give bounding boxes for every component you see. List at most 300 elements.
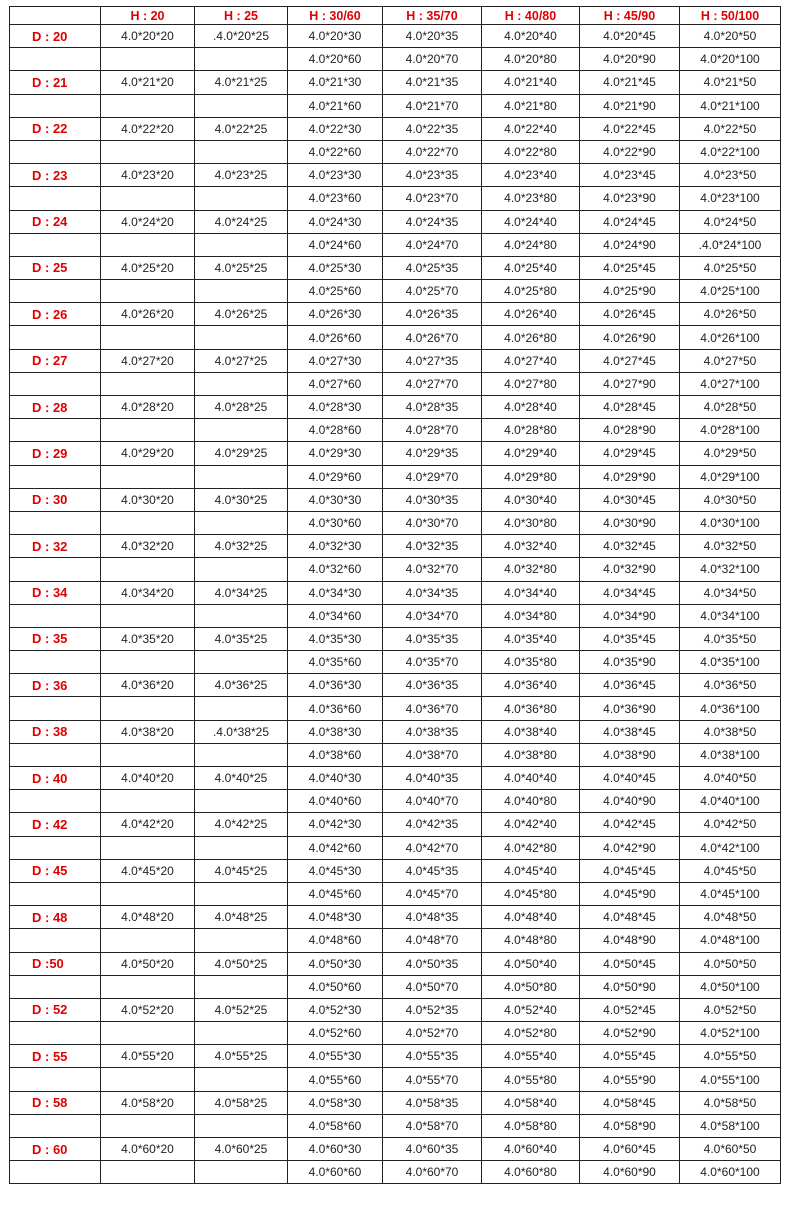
table-row xyxy=(10,488,781,511)
empty-cell xyxy=(195,836,288,859)
table-row xyxy=(10,372,781,395)
table-row xyxy=(10,280,781,303)
table-row xyxy=(10,1068,781,1091)
empty-cell xyxy=(195,187,288,210)
size-cell: 4.0*55*70 xyxy=(383,1068,482,1091)
table-row xyxy=(10,511,781,534)
size-cell: 4.0*36*25 xyxy=(195,674,288,697)
size-cell: 4.0*35*20 xyxy=(101,627,195,650)
size-cell: 4.0*36*40 xyxy=(482,674,580,697)
size-cell: 4.0*26*20 xyxy=(101,303,195,326)
size-cell: 4.0*20*80 xyxy=(482,48,580,71)
diameter-label: D : 32 xyxy=(10,535,101,558)
table-row xyxy=(10,164,781,187)
size-cell: 4.0*58*100 xyxy=(680,1114,781,1137)
table-row xyxy=(10,25,781,48)
empty-cell xyxy=(195,1022,288,1045)
size-cell: 4.0*24*60 xyxy=(288,233,383,256)
header-cell: H : 25 xyxy=(195,7,288,25)
size-cell: 4.0*22*20 xyxy=(101,117,195,140)
size-cell: 4.0*38*35 xyxy=(383,720,482,743)
table-row xyxy=(10,535,781,558)
size-cell: 4.0*42*50 xyxy=(680,813,781,836)
header-cell: H : 20 xyxy=(101,7,195,25)
table-row xyxy=(10,906,781,929)
empty-cell xyxy=(101,94,195,117)
size-cell: 4.0*34*40 xyxy=(482,581,580,604)
table-row xyxy=(10,720,781,743)
size-cell: 4.0*28*25 xyxy=(195,396,288,419)
table-row xyxy=(10,558,781,581)
size-cell: 4.0*29*70 xyxy=(383,465,482,488)
empty-cell xyxy=(101,419,195,442)
size-cell: .4.0*38*25 xyxy=(195,720,288,743)
size-cell: 4.0*30*40 xyxy=(482,488,580,511)
size-cell: 4.0*52*40 xyxy=(482,998,580,1021)
empty-label-cell xyxy=(10,604,101,627)
size-cell: 4.0*32*90 xyxy=(580,558,680,581)
table-row xyxy=(10,140,781,163)
size-cell: 4.0*29*100 xyxy=(680,465,781,488)
size-cell: 4.0*23*70 xyxy=(383,187,482,210)
size-cell: 4.0*48*25 xyxy=(195,906,288,929)
diameter-label: D : 40 xyxy=(10,767,101,790)
size-cell: 4.0*35*25 xyxy=(195,627,288,650)
table-row xyxy=(10,187,781,210)
size-cell: 4.0*55*50 xyxy=(680,1045,781,1068)
table-body xyxy=(10,25,781,1184)
empty-cell xyxy=(195,1161,288,1184)
empty-cell xyxy=(195,604,288,627)
size-cell: 4.0*40*45 xyxy=(580,767,680,790)
size-cell: 4.0*58*90 xyxy=(580,1114,680,1137)
size-cell: 4.0*22*60 xyxy=(288,140,383,163)
size-cell: 4.0*36*20 xyxy=(101,674,195,697)
size-cell: 4.0*21*20 xyxy=(101,71,195,94)
size-cell: 4.0*22*40 xyxy=(482,117,580,140)
diameter-label: D : 58 xyxy=(10,1091,101,1114)
size-cell: 4.0*20*60 xyxy=(288,48,383,71)
size-cell: 4.0*58*50 xyxy=(680,1091,781,1114)
size-cell: 4.0*25*90 xyxy=(580,280,680,303)
size-cell: 4.0*40*70 xyxy=(383,790,482,813)
size-cell: 4.0*45*50 xyxy=(680,859,781,882)
size-cell: 4.0*30*20 xyxy=(101,488,195,511)
size-cell: 4.0*32*40 xyxy=(482,535,580,558)
empty-cell xyxy=(195,1068,288,1091)
empty-cell xyxy=(101,1068,195,1091)
size-cell: 4.0*52*20 xyxy=(101,998,195,1021)
size-cell: 4.0*21*35 xyxy=(383,71,482,94)
size-cell: 4.0*27*90 xyxy=(580,372,680,395)
table-row xyxy=(10,48,781,71)
empty-label-cell xyxy=(10,929,101,952)
size-cell: 4.0*21*40 xyxy=(482,71,580,94)
size-cell: 4.0*60*25 xyxy=(195,1138,288,1161)
empty-cell xyxy=(195,94,288,117)
size-cell: 4.0*34*25 xyxy=(195,581,288,604)
size-cell: 4.0*58*30 xyxy=(288,1091,383,1114)
size-cell: 4.0*22*25 xyxy=(195,117,288,140)
table-row xyxy=(10,396,781,419)
empty-cell xyxy=(101,48,195,71)
size-cell: 4.0*52*60 xyxy=(288,1022,383,1045)
size-cell: 4.0*29*45 xyxy=(580,442,680,465)
diameter-label: D : 24 xyxy=(10,210,101,233)
empty-cell xyxy=(195,372,288,395)
size-cell: 4.0*58*60 xyxy=(288,1114,383,1137)
size-cell: 4.0*25*40 xyxy=(482,256,580,279)
empty-cell xyxy=(101,372,195,395)
header-corner-cell xyxy=(10,7,101,25)
size-cell: 4.0*24*20 xyxy=(101,210,195,233)
size-cell: 4.0*45*30 xyxy=(288,859,383,882)
empty-label-cell xyxy=(10,326,101,349)
size-cell: 4.0*45*100 xyxy=(680,882,781,905)
size-cell: 4.0*45*70 xyxy=(383,882,482,905)
empty-cell xyxy=(195,651,288,674)
size-cell: 4.0*27*60 xyxy=(288,372,383,395)
diameter-label: D : 23 xyxy=(10,164,101,187)
size-cell: 4.0*55*20 xyxy=(101,1045,195,1068)
size-cell: 4.0*58*70 xyxy=(383,1114,482,1137)
size-cell: 4.0*30*90 xyxy=(580,511,680,534)
size-cell: 4.0*58*20 xyxy=(101,1091,195,1114)
size-cell: 4.0*35*100 xyxy=(680,651,781,674)
size-cell: 4.0*36*60 xyxy=(288,697,383,720)
size-cell: 4.0*40*35 xyxy=(383,767,482,790)
size-cell: 4.0*48*30 xyxy=(288,906,383,929)
table-row xyxy=(10,859,781,882)
size-cell: 4.0*40*50 xyxy=(680,767,781,790)
table-row xyxy=(10,674,781,697)
size-cell: 4.0*52*30 xyxy=(288,998,383,1021)
empty-cell xyxy=(195,790,288,813)
size-cell: 4.0*45*45 xyxy=(580,859,680,882)
size-cell: .4.0*24*100 xyxy=(680,233,781,256)
empty-label-cell xyxy=(10,651,101,674)
size-cell: 4.0*24*35 xyxy=(383,210,482,233)
table-row xyxy=(10,651,781,674)
size-cell: 4.0*27*45 xyxy=(580,349,680,372)
empty-label-cell xyxy=(10,372,101,395)
empty-cell xyxy=(101,651,195,674)
empty-cell xyxy=(101,604,195,627)
size-cell: 4.0*29*50 xyxy=(680,442,781,465)
size-cell: 4.0*20*30 xyxy=(288,25,383,48)
size-cell: 4.0*32*70 xyxy=(383,558,482,581)
size-cell: 4.0*30*70 xyxy=(383,511,482,534)
empty-cell xyxy=(101,836,195,859)
size-cell: 4.0*20*100 xyxy=(680,48,781,71)
size-cell: 4.0*38*60 xyxy=(288,743,383,766)
table-row xyxy=(10,836,781,859)
empty-label-cell xyxy=(10,419,101,442)
size-cell: 4.0*34*90 xyxy=(580,604,680,627)
size-cell: 4.0*36*30 xyxy=(288,674,383,697)
size-cell: 4.0*50*70 xyxy=(383,975,482,998)
size-cell: 4.0*28*20 xyxy=(101,396,195,419)
size-cell: 4.0*28*70 xyxy=(383,419,482,442)
table-row xyxy=(10,419,781,442)
size-cell: 4.0*32*35 xyxy=(383,535,482,558)
size-cell: 4.0*38*70 xyxy=(383,743,482,766)
table-row xyxy=(10,743,781,766)
size-cell: 4.0*24*50 xyxy=(680,210,781,233)
size-cell: 4.0*42*90 xyxy=(580,836,680,859)
diameter-label: D : 25 xyxy=(10,256,101,279)
size-cell: 4.0*45*80 xyxy=(482,882,580,905)
size-cell: 4.0*27*30 xyxy=(288,349,383,372)
empty-label-cell xyxy=(10,697,101,720)
size-cell: 4.0*40*100 xyxy=(680,790,781,813)
size-cell: 4.0*20*45 xyxy=(580,25,680,48)
size-cell: 4.0*35*80 xyxy=(482,651,580,674)
empty-cell xyxy=(101,697,195,720)
diameter-label: D : 26 xyxy=(10,303,101,326)
empty-cell xyxy=(195,511,288,534)
size-cell: 4.0*34*20 xyxy=(101,581,195,604)
size-cell: 4.0*42*80 xyxy=(482,836,580,859)
size-cell: 4.0*26*100 xyxy=(680,326,781,349)
size-cell: 4.0*38*90 xyxy=(580,743,680,766)
size-cell: 4.0*38*100 xyxy=(680,743,781,766)
table-row xyxy=(10,117,781,140)
size-cell: 4.0*30*30 xyxy=(288,488,383,511)
table-row xyxy=(10,767,781,790)
size-cell: 4.0*22*70 xyxy=(383,140,482,163)
size-cell: 4.0*26*35 xyxy=(383,303,482,326)
table-row xyxy=(10,975,781,998)
empty-cell xyxy=(101,882,195,905)
diameter-label: D : 27 xyxy=(10,349,101,372)
size-cell: 4.0*21*25 xyxy=(195,71,288,94)
size-cell: 4.0*27*35 xyxy=(383,349,482,372)
table-row xyxy=(10,303,781,326)
table-row xyxy=(10,326,781,349)
size-cell: 4.0*25*70 xyxy=(383,280,482,303)
empty-label-cell xyxy=(10,790,101,813)
size-cell: 4.0*58*45 xyxy=(580,1091,680,1114)
diameter-label: D : 38 xyxy=(10,720,101,743)
size-cell: 4.0*42*60 xyxy=(288,836,383,859)
size-cell: 4.0*48*80 xyxy=(482,929,580,952)
size-cell: 4.0*25*30 xyxy=(288,256,383,279)
size-cell: 4.0*28*90 xyxy=(580,419,680,442)
size-cell: 4.0*34*35 xyxy=(383,581,482,604)
size-cell: 4.0*45*25 xyxy=(195,859,288,882)
size-cell: 4.0*23*35 xyxy=(383,164,482,187)
table-header xyxy=(10,7,781,25)
size-cell: 4.0*52*100 xyxy=(680,1022,781,1045)
size-cell: 4.0*29*40 xyxy=(482,442,580,465)
size-cell: 4.0*28*100 xyxy=(680,419,781,442)
empty-cell xyxy=(101,1161,195,1184)
size-cell: 4.0*26*90 xyxy=(580,326,680,349)
size-cell: 4.0*50*40 xyxy=(482,952,580,975)
table-row xyxy=(10,1161,781,1184)
size-cell: 4.0*48*90 xyxy=(580,929,680,952)
size-cell: 4.0*36*50 xyxy=(680,674,781,697)
size-cell: 4.0*20*40 xyxy=(482,25,580,48)
size-cell: 4.0*40*60 xyxy=(288,790,383,813)
table-row xyxy=(10,952,781,975)
size-cell: 4.0*45*40 xyxy=(482,859,580,882)
empty-cell xyxy=(101,233,195,256)
size-cell: 4.0*40*40 xyxy=(482,767,580,790)
table-row xyxy=(10,929,781,952)
size-cell: 4.0*34*50 xyxy=(680,581,781,604)
size-cell: 4.0*60*40 xyxy=(482,1138,580,1161)
size-cell: 4.0*42*45 xyxy=(580,813,680,836)
table-row xyxy=(10,1045,781,1068)
size-cell: 4.0*26*50 xyxy=(680,303,781,326)
size-cell: 4.0*42*100 xyxy=(680,836,781,859)
size-cell: 4.0*25*35 xyxy=(383,256,482,279)
size-cell: 4.0*22*30 xyxy=(288,117,383,140)
size-cell: 4.0*45*90 xyxy=(580,882,680,905)
size-cell: 4.0*52*25 xyxy=(195,998,288,1021)
size-cell: 4.0*24*80 xyxy=(482,233,580,256)
size-cell: 4.0*42*40 xyxy=(482,813,580,836)
empty-cell xyxy=(101,790,195,813)
table-row xyxy=(10,1091,781,1114)
size-cell: 4.0*21*70 xyxy=(383,94,482,117)
empty-cell xyxy=(101,1114,195,1137)
empty-cell xyxy=(195,929,288,952)
size-cell: 4.0*36*80 xyxy=(482,697,580,720)
empty-cell xyxy=(101,326,195,349)
size-cell: 4.0*55*25 xyxy=(195,1045,288,1068)
size-cell: 4.0*32*30 xyxy=(288,535,383,558)
empty-label-cell xyxy=(10,836,101,859)
size-cell: 4.0*58*35 xyxy=(383,1091,482,1114)
size-cell: 4.0*30*50 xyxy=(680,488,781,511)
size-cell: 4.0*24*30 xyxy=(288,210,383,233)
size-cell: 4.0*60*100 xyxy=(680,1161,781,1184)
empty-label-cell xyxy=(10,1114,101,1137)
size-cell: 4.0*23*90 xyxy=(580,187,680,210)
size-cell: 4.0*27*25 xyxy=(195,349,288,372)
size-cell: 4.0*50*60 xyxy=(288,975,383,998)
header-cell: H : 30/60 xyxy=(288,7,383,25)
diameter-label: D : 30 xyxy=(10,488,101,511)
size-cell: 4.0*40*90 xyxy=(580,790,680,813)
size-cell: 4.0*34*60 xyxy=(288,604,383,627)
size-cell: 4.0*27*40 xyxy=(482,349,580,372)
size-spec-table xyxy=(9,6,781,1184)
table-row xyxy=(10,94,781,117)
size-cell: 4.0*50*100 xyxy=(680,975,781,998)
size-cell: 4.0*23*30 xyxy=(288,164,383,187)
size-cell: 4.0*20*35 xyxy=(383,25,482,48)
size-cell: 4.0*38*20 xyxy=(101,720,195,743)
table-row xyxy=(10,697,781,720)
size-cell: 4.0*60*20 xyxy=(101,1138,195,1161)
size-cell: 4.0*23*100 xyxy=(680,187,781,210)
table-row xyxy=(10,233,781,256)
table-row xyxy=(10,813,781,836)
size-cell: 4.0*25*100 xyxy=(680,280,781,303)
size-cell: 4.0*21*30 xyxy=(288,71,383,94)
size-cell: 4.0*28*40 xyxy=(482,396,580,419)
size-cell: 4.0*27*80 xyxy=(482,372,580,395)
size-cell: 4.0*55*80 xyxy=(482,1068,580,1091)
size-cell: 4.0*60*50 xyxy=(680,1138,781,1161)
empty-cell xyxy=(101,280,195,303)
size-cell: 4.0*42*30 xyxy=(288,813,383,836)
size-cell: .4.0*20*25 xyxy=(195,25,288,48)
size-cell: 4.0*28*45 xyxy=(580,396,680,419)
size-cell: 4.0*55*90 xyxy=(580,1068,680,1091)
size-cell: 4.0*35*45 xyxy=(580,627,680,650)
size-cell: 4.0*50*45 xyxy=(580,952,680,975)
size-cell: 4.0*25*50 xyxy=(680,256,781,279)
empty-cell xyxy=(195,743,288,766)
empty-cell xyxy=(195,558,288,581)
size-cell: 4.0*34*45 xyxy=(580,581,680,604)
table-row xyxy=(10,581,781,604)
size-cell: 4.0*27*50 xyxy=(680,349,781,372)
size-cell: 4.0*32*80 xyxy=(482,558,580,581)
diameter-label: D : 36 xyxy=(10,674,101,697)
size-cell: 4.0*55*45 xyxy=(580,1045,680,1068)
size-cell: 4.0*23*50 xyxy=(680,164,781,187)
size-cell: 4.0*40*25 xyxy=(195,767,288,790)
empty-cell xyxy=(195,233,288,256)
empty-label-cell xyxy=(10,558,101,581)
size-cell: 4.0*24*90 xyxy=(580,233,680,256)
size-cell: 4.0*42*35 xyxy=(383,813,482,836)
diameter-label: D : 52 xyxy=(10,998,101,1021)
size-cell: 4.0*24*40 xyxy=(482,210,580,233)
size-cell: 4.0*40*30 xyxy=(288,767,383,790)
size-cell: 4.0*38*45 xyxy=(580,720,680,743)
diameter-label: D : 34 xyxy=(10,581,101,604)
size-cell: 4.0*20*50 xyxy=(680,25,781,48)
size-cell: 4.0*30*25 xyxy=(195,488,288,511)
table-row xyxy=(10,1022,781,1045)
size-cell: 4.0*30*45 xyxy=(580,488,680,511)
size-cell: 4.0*40*80 xyxy=(482,790,580,813)
size-cell: 4.0*22*100 xyxy=(680,140,781,163)
diameter-label: D : 45 xyxy=(10,859,101,882)
size-cell: 4.0*25*20 xyxy=(101,256,195,279)
empty-cell xyxy=(101,1022,195,1045)
size-cell: 4.0*45*35 xyxy=(383,859,482,882)
size-cell: 4.0*32*100 xyxy=(680,558,781,581)
empty-cell xyxy=(195,140,288,163)
size-cell: 4.0*58*80 xyxy=(482,1114,580,1137)
size-cell: 4.0*48*60 xyxy=(288,929,383,952)
size-cell: 4.0*26*25 xyxy=(195,303,288,326)
size-cell: 4.0*35*35 xyxy=(383,627,482,650)
size-cell: 4.0*35*40 xyxy=(482,627,580,650)
size-cell: 4.0*24*45 xyxy=(580,210,680,233)
empty-cell xyxy=(195,1114,288,1137)
size-cell: 4.0*50*80 xyxy=(482,975,580,998)
size-cell: 4.0*60*35 xyxy=(383,1138,482,1161)
diameter-label: D : 22 xyxy=(10,117,101,140)
size-cell: 4.0*29*35 xyxy=(383,442,482,465)
size-cell: 4.0*22*90 xyxy=(580,140,680,163)
size-cell: 4.0*38*40 xyxy=(482,720,580,743)
size-cell: 4.0*48*35 xyxy=(383,906,482,929)
size-cell: 4.0*60*70 xyxy=(383,1161,482,1184)
size-cell: 4.0*23*80 xyxy=(482,187,580,210)
diameter-label: D : 28 xyxy=(10,396,101,419)
size-cell: 4.0*50*90 xyxy=(580,975,680,998)
